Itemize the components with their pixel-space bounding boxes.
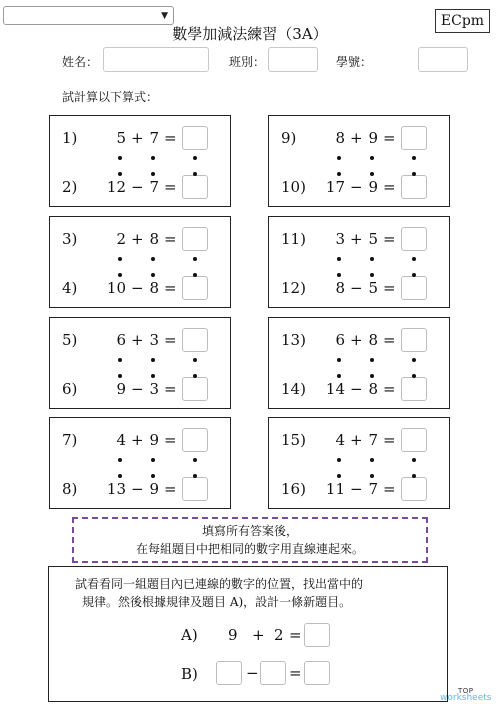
task-a-answer-input[interactable] bbox=[304, 623, 330, 647]
problem-operator: + bbox=[350, 431, 363, 449]
task-b-first-input[interactable] bbox=[216, 661, 242, 685]
problem-number: 9) bbox=[281, 129, 297, 147]
answer-input[interactable] bbox=[182, 328, 208, 352]
problem-operand-b: 3 bbox=[149, 331, 159, 349]
problem-operand-a: 9 bbox=[116, 380, 126, 398]
task-b-equals: = bbox=[289, 664, 302, 682]
problem-operator: − bbox=[350, 279, 363, 297]
problem-operator: + bbox=[131, 230, 144, 248]
name-input[interactable] bbox=[103, 47, 209, 72]
name-label: 姓名： bbox=[62, 55, 99, 69]
problem-block bbox=[49, 216, 231, 308]
problem-operand-b: 9 bbox=[368, 178, 378, 196]
connection-dot[interactable] bbox=[151, 474, 155, 478]
connection-dot[interactable] bbox=[118, 257, 122, 261]
connection-dot[interactable] bbox=[118, 358, 122, 362]
problem-operand-b: 3 bbox=[149, 380, 159, 398]
connection-dot[interactable] bbox=[193, 172, 197, 176]
problem-number: 15) bbox=[281, 431, 306, 449]
problem-operand-a: 8 bbox=[335, 279, 345, 297]
problem-operand-b: 9 bbox=[149, 431, 159, 449]
problem-number: 4) bbox=[62, 279, 78, 297]
connection-dot[interactable] bbox=[370, 273, 374, 277]
problem-equals: = bbox=[164, 380, 177, 398]
problem-number: 11) bbox=[281, 230, 306, 248]
answer-input[interactable] bbox=[182, 227, 208, 251]
answer-input[interactable] bbox=[182, 175, 208, 199]
connection-dot[interactable] bbox=[151, 257, 155, 261]
connection-dot[interactable] bbox=[370, 458, 374, 462]
problem-operator: + bbox=[350, 129, 363, 147]
page-title: 數學加減法練習（3A） bbox=[172, 25, 328, 43]
worksheet-code: ECpm bbox=[435, 9, 490, 33]
problem-equals: = bbox=[164, 178, 177, 196]
connection-dot[interactable] bbox=[412, 358, 416, 362]
problem-operand-b: 7 bbox=[149, 129, 159, 147]
problem-number: 3) bbox=[62, 230, 78, 248]
problem-number: 7) bbox=[62, 431, 78, 449]
number-input[interactable] bbox=[418, 47, 468, 72]
answer-input[interactable] bbox=[401, 428, 427, 452]
problem-equals: = bbox=[383, 230, 396, 248]
problem-block bbox=[49, 115, 231, 207]
answer-input[interactable] bbox=[182, 428, 208, 452]
problem-operator: + bbox=[131, 129, 144, 147]
connection-dot[interactable] bbox=[337, 474, 341, 478]
problem-operand-a: 6 bbox=[335, 331, 345, 349]
class-input[interactable] bbox=[268, 47, 318, 72]
connection-dot[interactable] bbox=[370, 358, 374, 362]
problem-block bbox=[268, 216, 450, 308]
connection-dot[interactable] bbox=[193, 273, 197, 277]
connection-dot[interactable] bbox=[337, 374, 341, 378]
connection-dot[interactable] bbox=[193, 374, 197, 378]
task-a-right: 2 bbox=[274, 626, 284, 644]
problem-operand-a: 6 bbox=[116, 331, 126, 349]
topworksheets-logo bbox=[440, 687, 491, 703]
connection-dot[interactable] bbox=[118, 273, 122, 277]
problem-equals: = bbox=[383, 129, 396, 147]
problem-block bbox=[268, 115, 450, 207]
answer-input[interactable] bbox=[401, 227, 427, 251]
connection-dot[interactable] bbox=[118, 458, 122, 462]
problem-block bbox=[49, 417, 231, 509]
connection-dot[interactable] bbox=[118, 374, 122, 378]
problem-number: 16) bbox=[281, 480, 306, 498]
problem-operator: + bbox=[131, 331, 144, 349]
logo-name-text: worksheets bbox=[440, 693, 492, 703]
problem-equals: = bbox=[164, 480, 177, 498]
connection-dot[interactable] bbox=[370, 257, 374, 261]
connection-dot[interactable] bbox=[412, 458, 416, 462]
problem-equals: = bbox=[383, 380, 396, 398]
problem-equals: = bbox=[383, 480, 396, 498]
problem-operand-b: 9 bbox=[149, 480, 159, 498]
problem-operand-b: 8 bbox=[149, 230, 159, 248]
task-b-second-input[interactable] bbox=[260, 661, 286, 685]
problem-operand-a: 17 bbox=[325, 178, 345, 196]
answer-input[interactable] bbox=[182, 477, 208, 501]
connection-dot[interactable] bbox=[193, 358, 197, 362]
problem-operator: − bbox=[131, 279, 144, 297]
connection-dot[interactable] bbox=[337, 358, 341, 362]
problem-operator: + bbox=[131, 431, 144, 449]
answer-input[interactable] bbox=[401, 276, 427, 300]
connection-dot[interactable] bbox=[412, 474, 416, 478]
task-b-label: B) bbox=[181, 665, 198, 683]
class-label: 班別： bbox=[229, 55, 266, 69]
problem-number: 14) bbox=[281, 380, 306, 398]
problem-operand-b: 5 bbox=[368, 279, 378, 297]
problem-operand-a: 12 bbox=[106, 178, 126, 196]
connection-dot[interactable] bbox=[337, 257, 341, 261]
problem-operand-b: 8 bbox=[368, 331, 378, 349]
problem-operand-b: 9 bbox=[368, 129, 378, 147]
task-a-op: + bbox=[252, 626, 265, 644]
connection-dot[interactable] bbox=[412, 156, 416, 160]
task-b-answer-input[interactable] bbox=[304, 661, 330, 685]
task-b-op: − bbox=[246, 664, 259, 682]
problem-number: 10) bbox=[281, 178, 306, 196]
connection-dot[interactable] bbox=[412, 172, 416, 176]
problem-equals: = bbox=[164, 331, 177, 349]
problem-operand-a: 11 bbox=[325, 480, 345, 498]
problem-operand-a: 4 bbox=[335, 431, 345, 449]
connection-dot[interactable] bbox=[151, 172, 155, 176]
instruction-text: 試計算以下算式： bbox=[62, 90, 159, 104]
problem-operator: + bbox=[350, 230, 363, 248]
design-task-box bbox=[48, 566, 448, 702]
problem-operator: + bbox=[350, 331, 363, 349]
connection-dot[interactable] bbox=[412, 257, 416, 261]
problem-operator: − bbox=[131, 178, 144, 196]
problem-number: 8) bbox=[62, 480, 78, 498]
answer-input[interactable] bbox=[182, 377, 208, 401]
connection-dot[interactable] bbox=[412, 273, 416, 277]
problem-equals: = bbox=[383, 178, 396, 196]
problem-equals: = bbox=[164, 279, 177, 297]
answer-input[interactable] bbox=[182, 276, 208, 300]
problem-operator: − bbox=[350, 380, 363, 398]
connection-dot[interactable] bbox=[193, 156, 197, 160]
problem-operator: − bbox=[131, 480, 144, 498]
problem-number: 5) bbox=[62, 331, 78, 349]
problem-equals: = bbox=[383, 431, 396, 449]
problem-number: 1) bbox=[62, 129, 78, 147]
task-line-2: 規律。然後根據規律及題目 A)，設計一條新題目。 bbox=[82, 595, 352, 609]
problem-operand-b: 7 bbox=[368, 480, 378, 498]
problem-operator: − bbox=[131, 380, 144, 398]
problem-operand-a: 4 bbox=[116, 431, 126, 449]
problem-equals: = bbox=[164, 230, 177, 248]
connection-dot[interactable] bbox=[118, 474, 122, 478]
chevron-down-icon: ▼ bbox=[161, 11, 168, 21]
problem-operand-a: 10 bbox=[106, 279, 126, 297]
problem-equals: = bbox=[164, 431, 177, 449]
problem-operator: − bbox=[350, 480, 363, 498]
answer-input[interactable] bbox=[182, 126, 208, 150]
answer-input[interactable] bbox=[401, 377, 427, 401]
problem-number: 2) bbox=[62, 178, 78, 196]
problem-equals: = bbox=[383, 279, 396, 297]
connection-dot[interactable] bbox=[370, 172, 374, 176]
answer-input[interactable] bbox=[401, 477, 427, 501]
connection-dot[interactable] bbox=[337, 273, 341, 277]
connection-dot[interactable] bbox=[151, 273, 155, 277]
problem-operand-a: 3 bbox=[335, 230, 345, 248]
answer-input[interactable] bbox=[401, 175, 427, 199]
connection-dot[interactable] bbox=[412, 374, 416, 378]
connection-dot[interactable] bbox=[337, 156, 341, 160]
problem-block bbox=[268, 317, 450, 409]
problem-operand-b: 7 bbox=[368, 431, 378, 449]
connection-dot[interactable] bbox=[151, 374, 155, 378]
problem-number: 12) bbox=[281, 279, 306, 297]
connection-dot[interactable] bbox=[151, 458, 155, 462]
problem-equals: = bbox=[383, 331, 396, 349]
connection-dot[interactable] bbox=[118, 156, 122, 160]
problem-operand-b: 8 bbox=[149, 279, 159, 297]
connection-dot[interactable] bbox=[118, 172, 122, 176]
connection-dot[interactable] bbox=[193, 458, 197, 462]
connection-dot[interactable] bbox=[370, 474, 374, 478]
problem-operand-a: 14 bbox=[325, 380, 345, 398]
problem-operator: − bbox=[350, 178, 363, 196]
problem-number: 6) bbox=[62, 380, 78, 398]
problem-operand-b: 5 bbox=[368, 230, 378, 248]
problem-operand-a: 13 bbox=[106, 480, 126, 498]
logo-top-text: TOP bbox=[457, 687, 474, 695]
answer-input[interactable] bbox=[401, 126, 427, 150]
connection-dot[interactable] bbox=[151, 358, 155, 362]
problem-operand-a: 5 bbox=[116, 129, 126, 147]
note-line-2: 在每組題目中把相同的數字用直線連起來。 bbox=[135, 542, 364, 556]
problem-equals: = bbox=[164, 129, 177, 147]
connection-dot[interactable] bbox=[193, 474, 197, 478]
connection-dot[interactable] bbox=[193, 257, 197, 261]
problem-operand-a: 8 bbox=[335, 129, 345, 147]
connection-dot[interactable] bbox=[337, 458, 341, 462]
note-line-1: 填寫所有答案後， bbox=[201, 524, 298, 538]
problem-operand-a: 2 bbox=[116, 230, 126, 248]
answer-input[interactable] bbox=[401, 328, 427, 352]
number-label: 學號： bbox=[336, 55, 373, 69]
connection-dot[interactable] bbox=[151, 156, 155, 160]
task-a-equals: = bbox=[289, 626, 302, 644]
problem-operand-b: 8 bbox=[368, 380, 378, 398]
connection-dot[interactable] bbox=[337, 172, 341, 176]
problem-number: 13) bbox=[281, 331, 306, 349]
task-a-label: A) bbox=[181, 626, 198, 644]
task-a-left: 9 bbox=[228, 626, 238, 644]
problem-block bbox=[268, 417, 450, 509]
connect-instruction-box bbox=[72, 517, 428, 563]
connection-dot[interactable] bbox=[370, 374, 374, 378]
connection-dot[interactable] bbox=[370, 156, 374, 160]
problem-operand-b: 7 bbox=[149, 178, 159, 196]
problem-block bbox=[49, 317, 231, 409]
task-line-1: 試看看同一組題目內已連線的數字的位置，找出當中的 bbox=[75, 577, 364, 591]
